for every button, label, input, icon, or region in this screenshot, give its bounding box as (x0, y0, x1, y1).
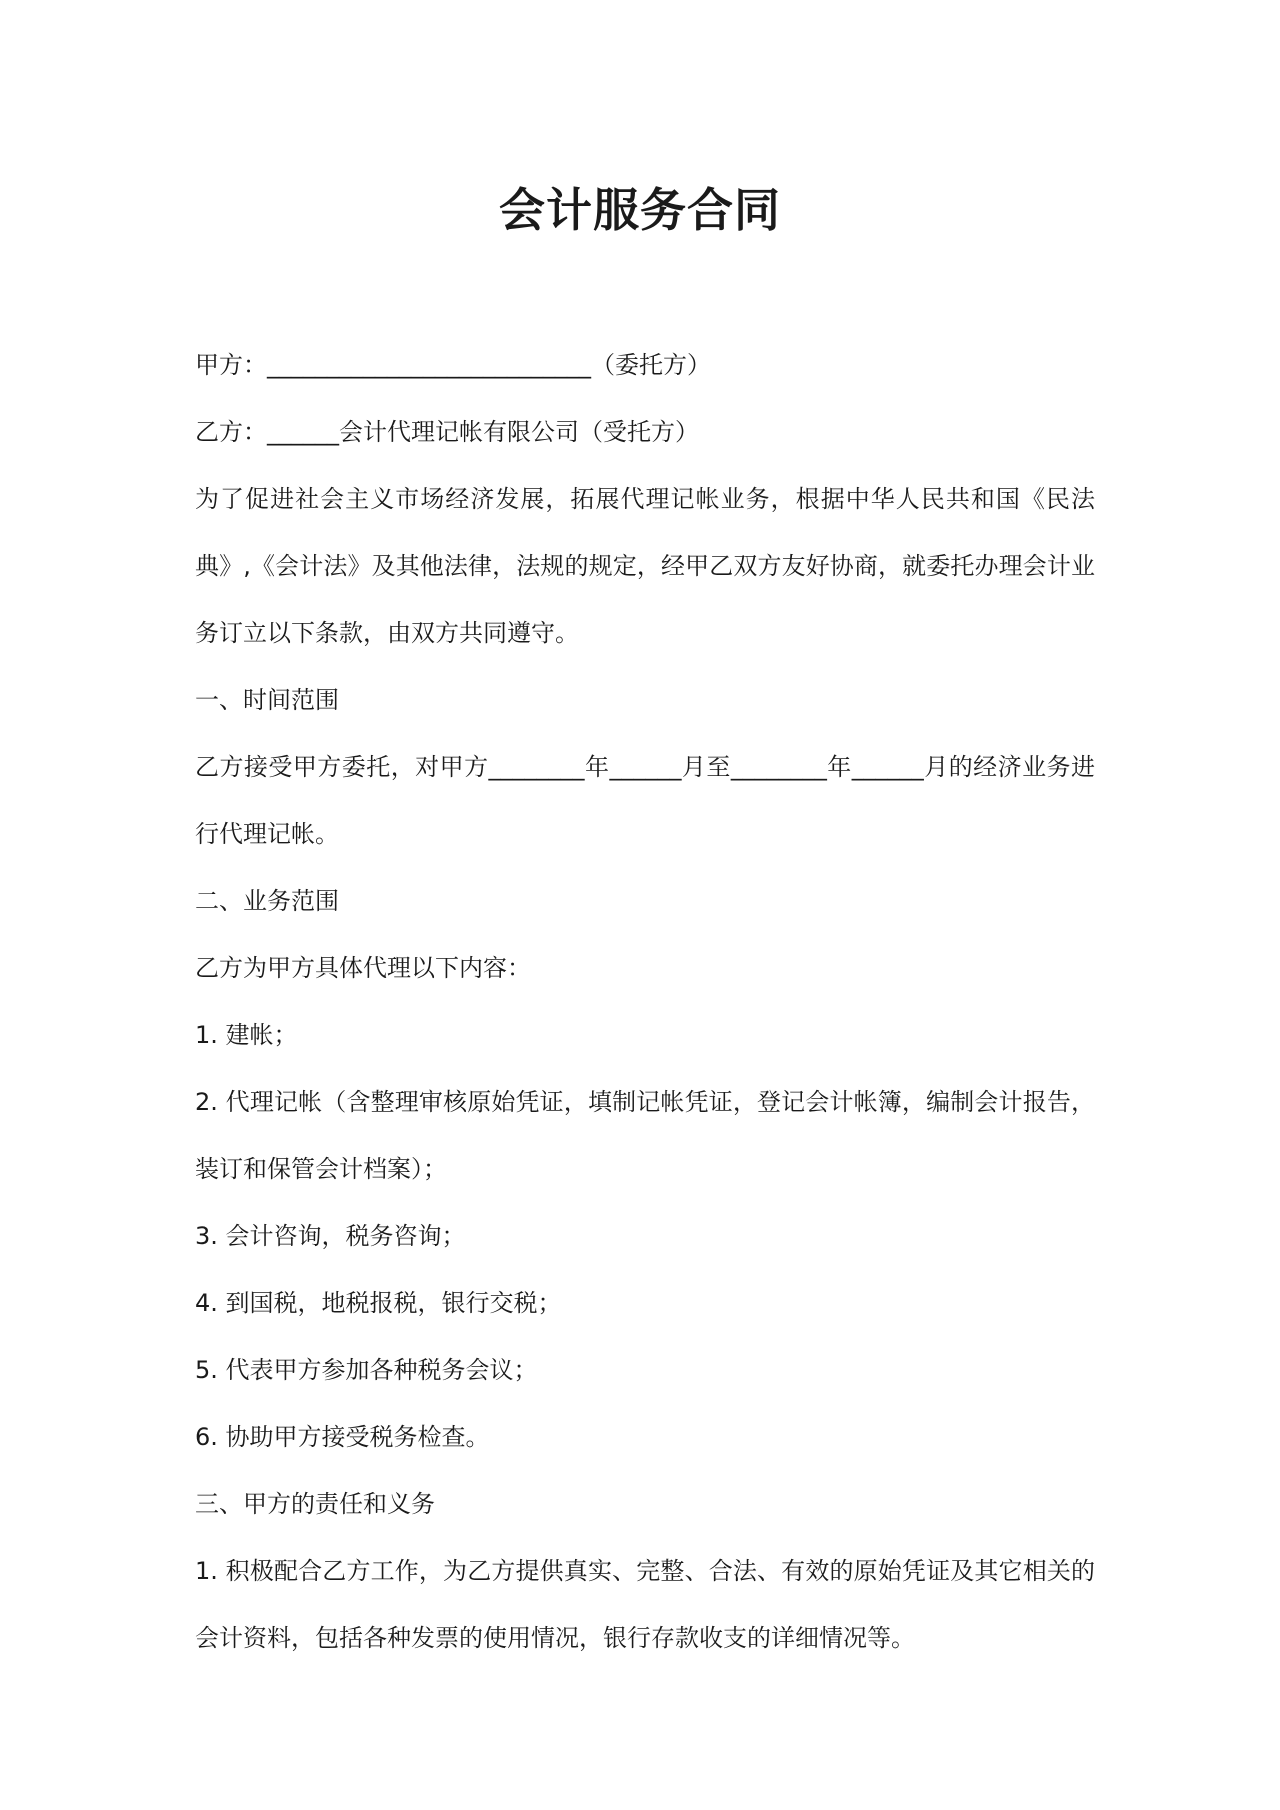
list-item: 2. 代理记帐（含整理审核原始凭证，填制记帐凭证，登记会计帐簿，编制会计报告，装订和保管会计档案）； (195, 1088, 1095, 1183)
list-item: 1. 积极配合乙方工作，为乙方提供真实、完整、合法、有效的原始凭证及其它相关的会计资料，包括各种发票的使用情况，银行存款收支的详细情况等。 (195, 1557, 1095, 1652)
list-item: 1. 建帐； (195, 1021, 298, 1049)
document-body (195, 332, 1095, 1672)
list-item: 3. 会计咨询，税务咨询； (195, 1222, 466, 1250)
section-heading-time-scope: 一、时间范围 (195, 686, 339, 714)
list-item: 5. 代表甲方参加各种税务会议； (195, 1356, 538, 1384)
document-title: 会计服务合同 (499, 183, 781, 237)
list-item: 6. 协助甲方接受税务检查。 (195, 1423, 490, 1451)
section-heading-party-a-duties: 三、甲方的责任和义务 (195, 1490, 435, 1518)
time-scope-paragraph: 乙方接受甲方委托，对甲方________年______月至________年______月的经济业务进行代理记帐。 (195, 753, 1095, 848)
preamble-paragraph: 为了促进社会主义市场经济发展，拓展代理记帐业务，根据中华人民共和国《民法典》,《会计法》及其他法律，法规的规定，经甲乙双方友好协商，就委托办理会计业务订立以下条款，由双方共同遵守。 (195, 485, 1095, 647)
section-heading-business-scope: 二、业务范围 (195, 887, 339, 915)
list-item: 4. 到国税，地税报税，银行交税； (195, 1289, 562, 1317)
party-a-line: 甲方：___________________________（委托方） (195, 351, 711, 379)
business-scope-intro: 乙方为甲方具体代理以下内容： (195, 954, 531, 982)
party-b-line: 乙方：______会计代理记帐有限公司（受托方） (195, 418, 699, 446)
